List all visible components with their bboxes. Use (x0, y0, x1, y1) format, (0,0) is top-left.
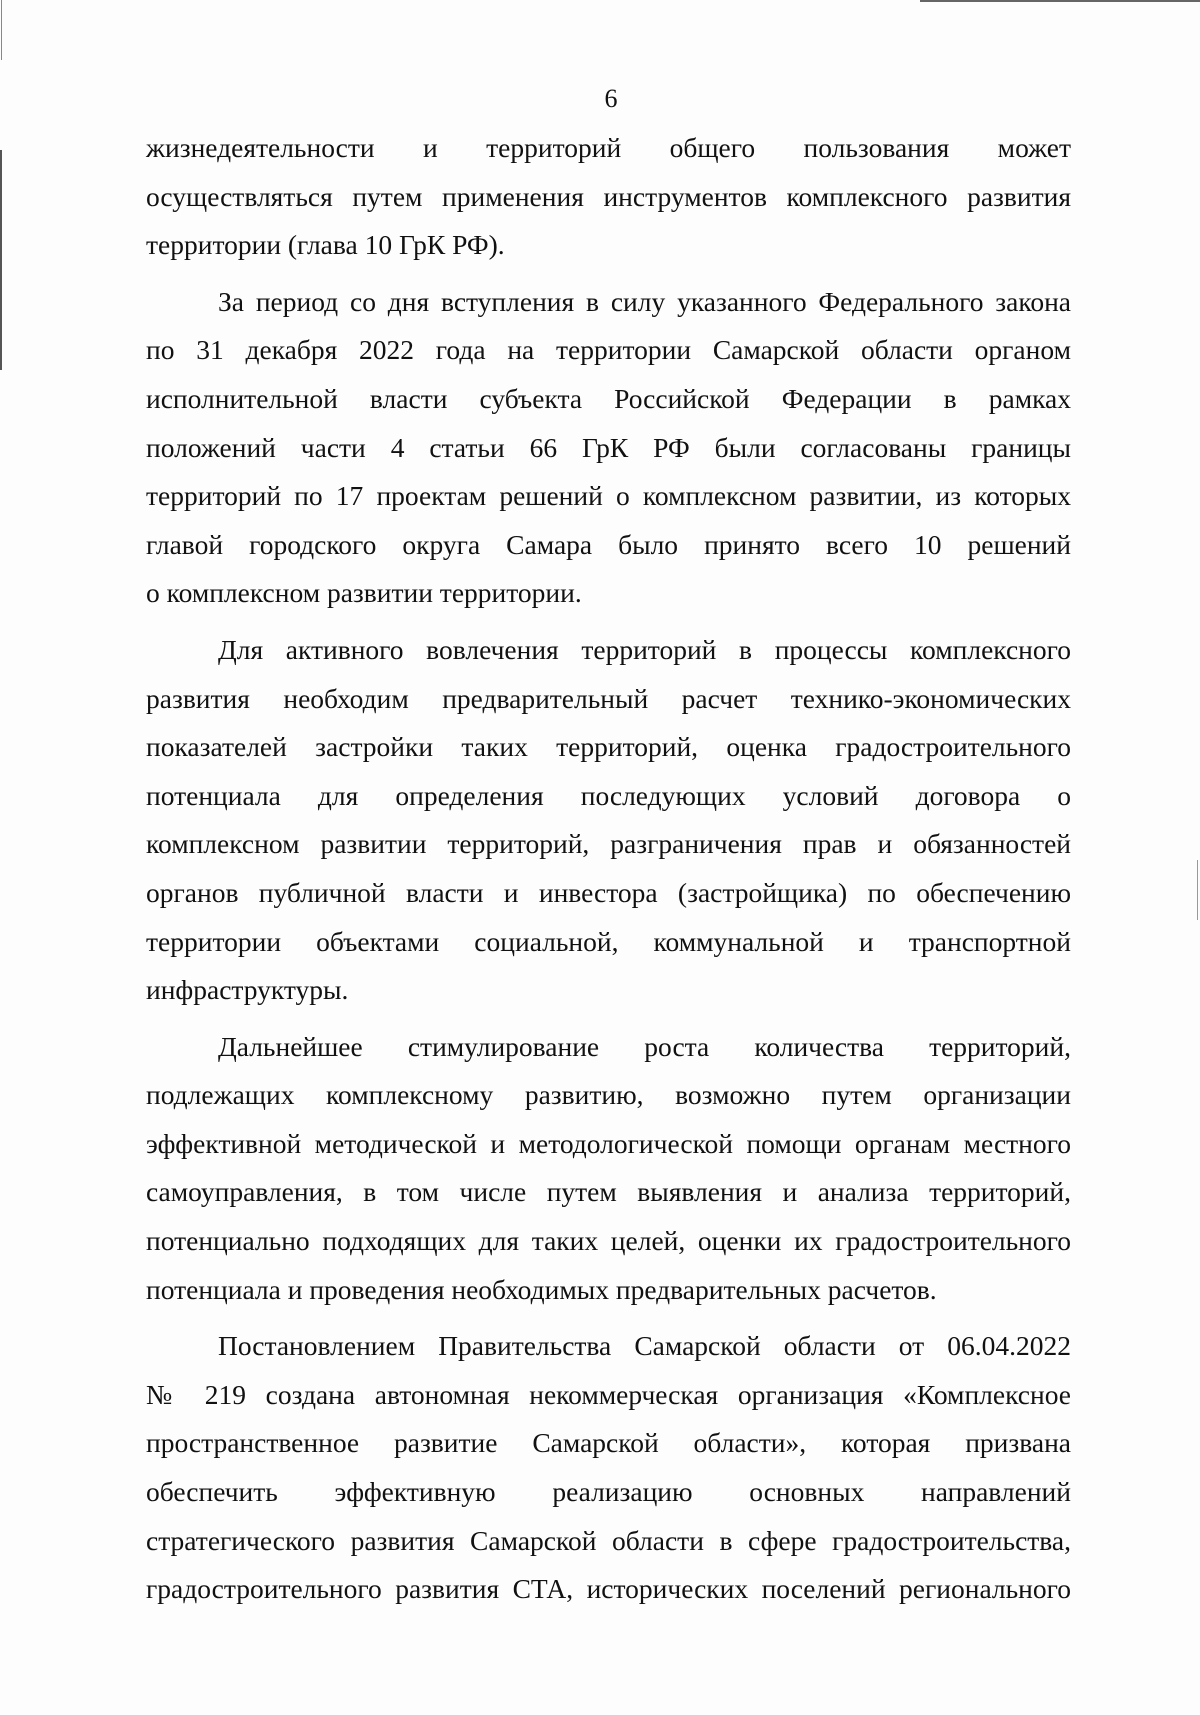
scan-edge-mark (1, 0, 2, 60)
text-line: Для активного вовлечения территорий в процессы комплексного (218, 633, 1071, 665)
text-line: Дальнейшее стимулирование роста количества территорий, (218, 1030, 1071, 1062)
scan-edge-mark (920, 0, 1200, 2)
paragraph (146, 1023, 1071, 1315)
paragraph (146, 1322, 1071, 1614)
text-line: показателей застройки таких территорий, оценка градостроительного (146, 731, 1071, 763)
text-line: инфраструктуры. (146, 974, 349, 1006)
text-line: градостроительного развития СТА, исторических поселений регионального (146, 1573, 1071, 1605)
text-line: положений части 4 статьи 66 ГрК РФ были согласованы границы (146, 431, 1071, 463)
text-line: потенциально подходящих для таких целей, оценки их градостроительного (146, 1225, 1071, 1257)
text-line: подлежащих комплексному развитию, возможно путем организации (146, 1079, 1071, 1111)
paragraph (146, 124, 1071, 270)
text-line: территории (глава 10 ГрК РФ). (146, 229, 505, 261)
text-line: № 219 создана автономная некоммерческая организация «Комплексное (146, 1378, 1071, 1410)
paragraph (146, 278, 1071, 618)
text-line: жизнедеятельности и территорий общего пользования может (146, 132, 1071, 163)
text-line: обеспечить эффективную реализацию основных направлений (146, 1476, 1071, 1508)
text-line: главой городского округа Самара было принято всего 10 решений (146, 528, 1071, 560)
text-line: эффективной методической и методологической помощи органам местного (146, 1127, 1071, 1159)
text-line: осуществляться путем применения инструментов комплексного развития (146, 180, 1071, 212)
text-line: За период со дня вступления в силу указанного Федерального закона (218, 285, 1071, 317)
text-line: потенциала для определения последующих условий договора о (146, 779, 1071, 811)
text-line: исполнительной власти субъекта Российской Федерации в рамках (146, 382, 1071, 414)
text-line: территорий по 17 проектам решений о комплексном развитии, из которых (146, 480, 1071, 512)
scan-edge-mark (0, 150, 2, 370)
text-line: органов публичной власти и инвестора (застройщика) по обеспечению (146, 876, 1071, 908)
document-body (146, 124, 1071, 1614)
page-number: 6 (604, 84, 618, 113)
text-line: Постановлением Правительства Самарской области от 06.04.2022 (218, 1330, 1071, 1362)
text-line: комплексном развитии территорий, разграничения прав и обязанностей (146, 828, 1071, 860)
text-line: пространственное развитие Самарской области», которая призвана (146, 1427, 1071, 1459)
text-line: развития необходим предварительный расчет технико-экономических (146, 682, 1071, 714)
paragraph (146, 626, 1071, 1015)
text-line: потенциала и проведения необходимых предварительных расчетов. (146, 1273, 937, 1305)
scan-edge-mark (1197, 860, 1198, 920)
text-line: стратегического развития Самарской области в сфере градостроительства, (146, 1524, 1071, 1556)
text-line: о комплексном развитии территории. (146, 577, 582, 609)
text-line: территории объектами социальной, коммунальной и транспортной (146, 925, 1071, 957)
text-line: самоуправления, в том числе путем выявления и анализа территорий, (146, 1176, 1071, 1208)
text-line: по 31 декабря 2022 года на территории Самарской области органом (146, 334, 1071, 366)
